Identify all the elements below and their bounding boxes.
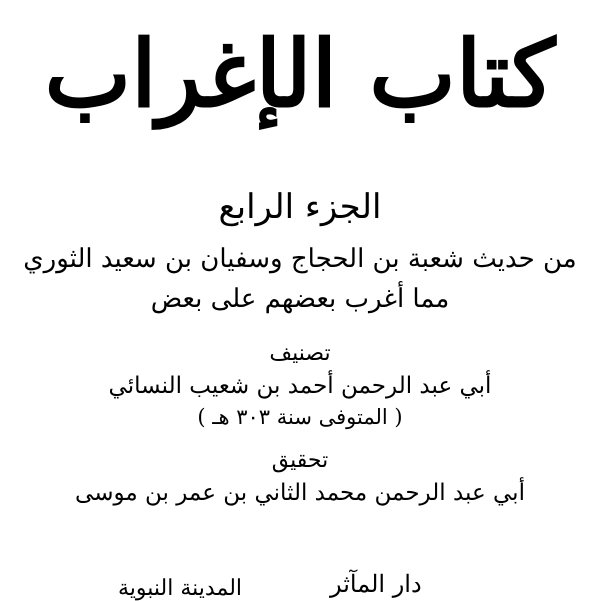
author-death-note: ( المتوفى سنة ٣٠٣ هـ ) (197, 405, 403, 429)
subtitle-line-1: من حديث شعبة بن الحجاج وسفيان بن سعيد الثوري (23, 244, 577, 274)
author-role-label: تصنيف (269, 341, 331, 366)
subtitle-line-2: مما أغرب بعضهم على بعض (150, 284, 450, 314)
publisher-name: دار المآثر (330, 570, 422, 598)
editor-role-label: تحقيق (271, 448, 329, 473)
author-name: أبي عبد الرحمن أحمد بن شعيب النسائي (108, 373, 492, 399)
publisher-city: المدينة النبوية (118, 576, 243, 601)
volume-part: الجزء الرابع (218, 187, 382, 227)
book-title: كتاب الإغراب (44, 20, 556, 128)
editor-name: أبي عبد الرحمن محمد الثاني بن عمر بن موسى (75, 480, 525, 506)
